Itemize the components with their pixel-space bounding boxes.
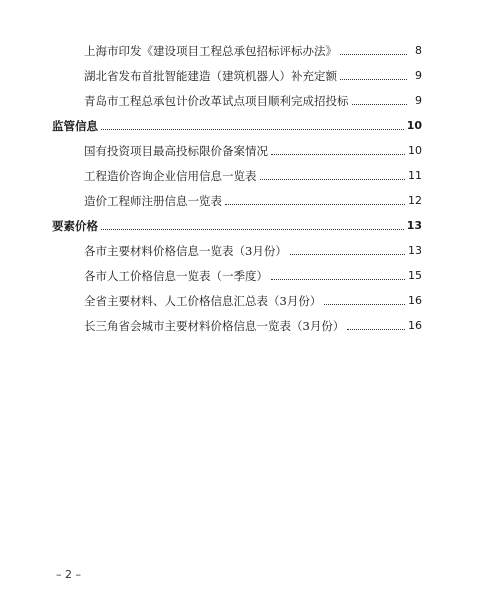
toc-section-title: 监管信息 [52,119,98,133]
toc-entry[interactable] [52,313,422,333]
dot-leader [260,178,406,180]
dot-leader [271,278,405,280]
dot-leader [352,103,408,105]
toc-entry-page: 16 [408,319,422,332]
toc-entry-title: 长三角省会城市主要材料价格信息一览表（3月份） [84,319,345,333]
toc-entry[interactable] [52,63,422,83]
toc-entry-title: 工程造价咨询企业信用信息一览表 [84,169,257,183]
toc-entry-title: 各市人工价格信息一览表（一季度） [84,269,268,283]
page-number: – 2 – [56,568,81,581]
toc-entry[interactable] [52,138,422,158]
toc-section-title: 要素价格 [52,219,98,233]
toc-section[interactable] [52,113,422,133]
toc-entry-page: 9 [415,94,422,107]
dot-leader [340,53,407,55]
toc-entry-title: 湖北省发布首批智能建造（建筑机器人）补充定额 [84,69,337,83]
toc-entry[interactable] [52,288,422,308]
toc-entry-page: 15 [408,269,422,282]
toc-entry-title: 上海市印发《建设项目工程总承包招标评标办法》 [84,44,337,58]
toc-entry-page: 8 [415,44,422,57]
toc-entry-title: 国有投资项目最高投标限价备案情况 [84,144,268,158]
dot-leader [271,153,405,155]
toc-entry[interactable] [52,38,422,58]
toc-entry-title: 各市主要材料价格信息一览表（3月份） [84,244,287,258]
dot-leader [347,328,405,330]
toc-entry-title: 造价工程师注册信息一览表 [84,194,222,208]
dot-leader [225,203,405,205]
toc-entry[interactable] [52,188,422,208]
toc-entry[interactable] [52,88,422,108]
dot-leader [324,303,405,305]
dot-leader [340,78,407,80]
toc-entry[interactable] [52,238,422,258]
toc-entry-title: 青岛市工程总承包计价改革试点项目顺利完成招投标 [84,94,349,108]
toc-section-page: 10 [406,119,422,132]
toc-section-page: 13 [406,219,422,232]
dot-leader [290,253,405,255]
toc-section[interactable] [52,213,422,233]
toc-entry-page: 11 [408,169,422,182]
toc-entry-page: 9 [415,69,422,82]
toc-entry[interactable] [52,263,422,283]
toc-entry[interactable] [52,163,422,183]
toc-entry-page: 16 [408,294,422,307]
dot-leader [101,128,404,130]
toc-entry-page: 12 [408,194,422,207]
toc-entry-page: 10 [408,144,422,157]
dot-leader [101,228,404,230]
toc-entry-page: 13 [408,244,422,257]
toc-entry-title: 全省主要材料、人工价格信息汇总表（3月份） [84,294,322,308]
